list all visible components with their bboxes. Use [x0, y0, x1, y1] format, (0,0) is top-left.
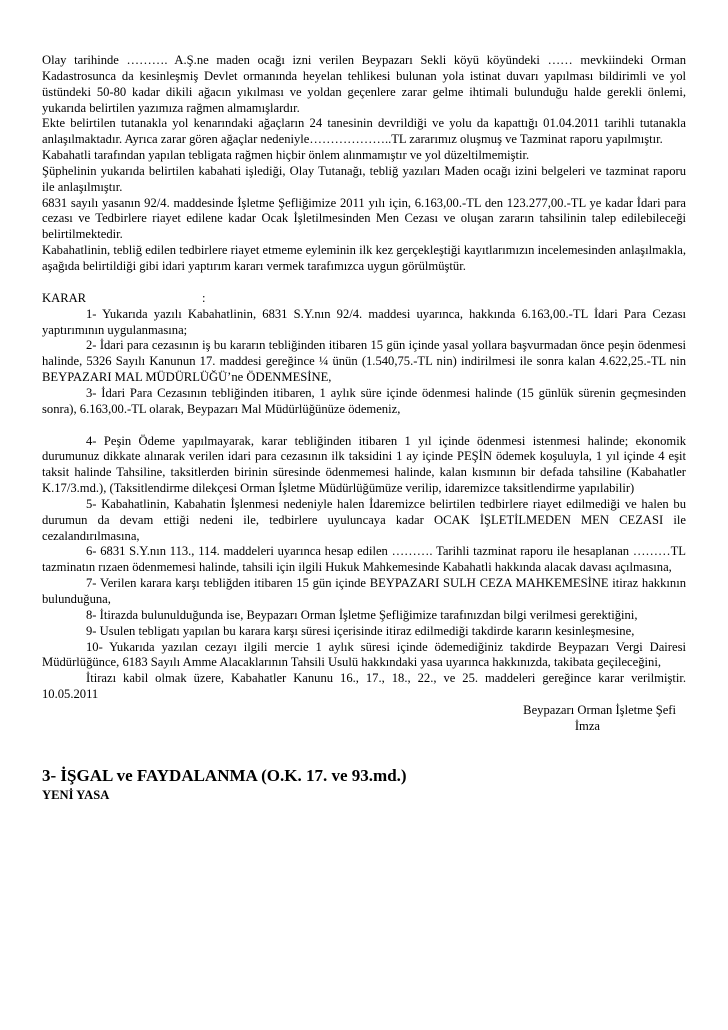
karar-item-8: 8- İtirazda bulunulduğunda ise, Beypazarı Orman İşletme Şefliğimize tarafınızdan bilgi verilmesi gerektiğini, — [86, 607, 638, 622]
spacer — [42, 275, 686, 291]
karar-closing: İtirazı kabil olmak üzere, Kabahatler Kanunu 16., 17., 18., 22., ve 25. maddeleri gereğince karar verilmiştir. 10.05.2011 — [42, 671, 686, 702]
karar-item-6: 6- 6831 S.Y.nın 113., 114. maddeleri uyarınca hesap edilen ………. Tarihli tazminat raporu ile hesaplanan ………TL tazminatın rızaen ödenmemesi halinde, tahsili için ilgili Hukuk Mahkemesinde Kabahatli hakkında alacak davası açılmasına, — [42, 544, 686, 575]
karar-item-1: 1- Yukarıda yazılı Kabahatlinin, 6831 S.Y.nın 92/4. maddesi uyarınca, hakkında 6.163,00.-TL İdari Para Cezası yaptırımının uygulanmasına; — [42, 306, 686, 337]
karar-item-4: 4- Peşin Ödeme yapılmayarak, karar tebliğinden itibaren 1 yıl içinde ödenmesi istenmesi halinde; ekonomik durumunuz dikkate alınarak verilen idari para cezasının ilk taksidini 1 ay içinde PEŞİN ödemek koşuluyla, 1 yıl içinde 4 eşit taksit halinde Tahsiline, taksitlerden birinin süresinde ödenmemesi halinde, kalan kısmının bir defada tahsiline (Kabahatler K.17/3.md.), (Taksitlendirme dilekçesi Orman İşletme Müdürlüğümüze verilip, idaremizce taksitlendirme yapılabilir) — [42, 433, 686, 496]
karar-label: KARAR — [42, 290, 87, 305]
karar-item-9: 9- Usulen tebligatı yapılan bu karara karşı süresi içerisinde itiraz edilmediği takdirde kararın kesinleşmesine, — [86, 623, 635, 638]
spacer — [42, 418, 686, 434]
section-subheading: YENİ YASA — [42, 787, 110, 802]
signature-title: Beypazarı Orman İşletme Şefi — [523, 702, 676, 717]
paragraph-no-measure: Kabahatli tarafından yapılan tebligata rağmen hiçbir önlem alınmamıştır ve yol düzeltilmemiştir. — [42, 148, 530, 163]
signature-sign: İmza — [574, 718, 600, 733]
document-page — [42, 53, 686, 803]
karar-item-3: 3- İdari Para Cezasının tebliğinden itibaren, 1 aylık süre içinde ödenmesi halinde (15 günlük sürenin geçmesinden sonra), 6.163,00.-TL olarak, Beypazarı Mal Müdürlüğünüze ödemeniz, — [42, 385, 686, 416]
karar-item-5: 5- Kabahatlinin, Kabahatin İşlenmesi nedeniyle halen İdaremizce belirtilen tedbirlere riayet edilmediği ve halen bu durumun da devam ettiği nedeni ile, tedbirlere uyuluncaya kadar OCAK İŞLETİLMEDEN MEN CEZASI ile cezalandırılmasına, — [42, 496, 686, 543]
karar-item-2: 2- İdari para cezasının iş bu kararın tebliğinden itibaren 15 gün içinde yasal yollara başvurmadan önce peşin ödenmesi halinde, 5326 Sayılı Kanunun 17. maddesi gereğince ¼ ünün (1.540,75.-TL nin) indirilmesi ile sonra kalan 4.622,25.-TL nin BEYPAZARI MAL MÜDÜRLÜĞÜ’ne ÖDENMESİNE, — [42, 338, 686, 385]
paragraph-law: 6831 sayılı yasanın 92/4. maddesinde İşletme Şefliğimize 2011 yılı için, 6.163,00.-TL den 123.277,00.-TL ye kadar İdari para cezası ve Tedbirlere riayet edilene kadar Ocak İşletilmesinden Men Cezası ve oluşan zararın tahsilinin talep edilebileceği belirtilmektedir. — [42, 195, 686, 242]
paragraph-decision-basis: Kabahatlinin, tebliğ edilen tedbirlere riayet etmeme eyleminin ilk kez gerçekleştiği kayıtlarımızın incelemesinden anlaşılmakla, aşağıda belirtildiği gibi idari yaptırım kararı vermek tarafımızca uygun görülmüştür. — [42, 243, 686, 273]
karar-item-10: 10- Yukarıda yazılan cezayı ilgili mercie 1 aylık süresi içinde ödemediğiniz takdirde Beypazarı Vergi Dairesi Müdürlüğünce, 6183 Sayılı Amme Alacaklarının Tahsili Usulü hakkındaki yasa uyarınca hakkınızda, takibata geçileceğini, — [42, 639, 686, 670]
karar-colon: : — [202, 290, 206, 305]
karar-heading — [42, 291, 686, 307]
paragraph-evidence: Şüphelinin yukarıda belirtilen kabahati işlediği, Olay Tutanağı, tebliğ yazıları Maden ocağı izini belgeleri ve tazminat raporu ile anlaşılmıştır. — [42, 163, 686, 194]
paragraph-report: Ekte belirtilen tutanakla yol kenarındaki ağaçların 24 tanesinin devrildiği ve yolu da kapattığı 01.04.2011 tarihli tutanakla anlaşılmaktadır. Ayrıca zarar gören ağaçlar nedeniyle………………..TL zararımız oluşmuş ve Tazminat raporu yapılmıştır. — [42, 116, 686, 147]
section-heading: 3- İŞGAL ve FAYDALANMA (O.K. 17. ve 93.md.) — [42, 765, 407, 785]
karar-item-7: 7- Verilen karara karşı tebliğden itibaren 15 gün içinde BEYPAZARI SULH CEZA MAHKEMESİNE itiraz hakkının bulunduğuna, — [42, 576, 686, 606]
paragraph-incident: Olay tarihinde ………. A.Ş.ne maden ocağı izni verilen Beypazarı Sekli köyü köyündeki …… mevkiindeki Orman Kadastrosunca da kesinleşmiş Devlet ormanında heyelan tehlikesi bulunan yola istinat duvarı yapılması bildirimli ve yol üstündeki 50-80 kadar dikili ağacın yıkılması ve yoldan geçenlere zarar gelme ihtimali bulunduğu halde gerekli önlemi, yukarıda belirtilen yazımıza rağmen almamışlardır. — [42, 53, 686, 115]
